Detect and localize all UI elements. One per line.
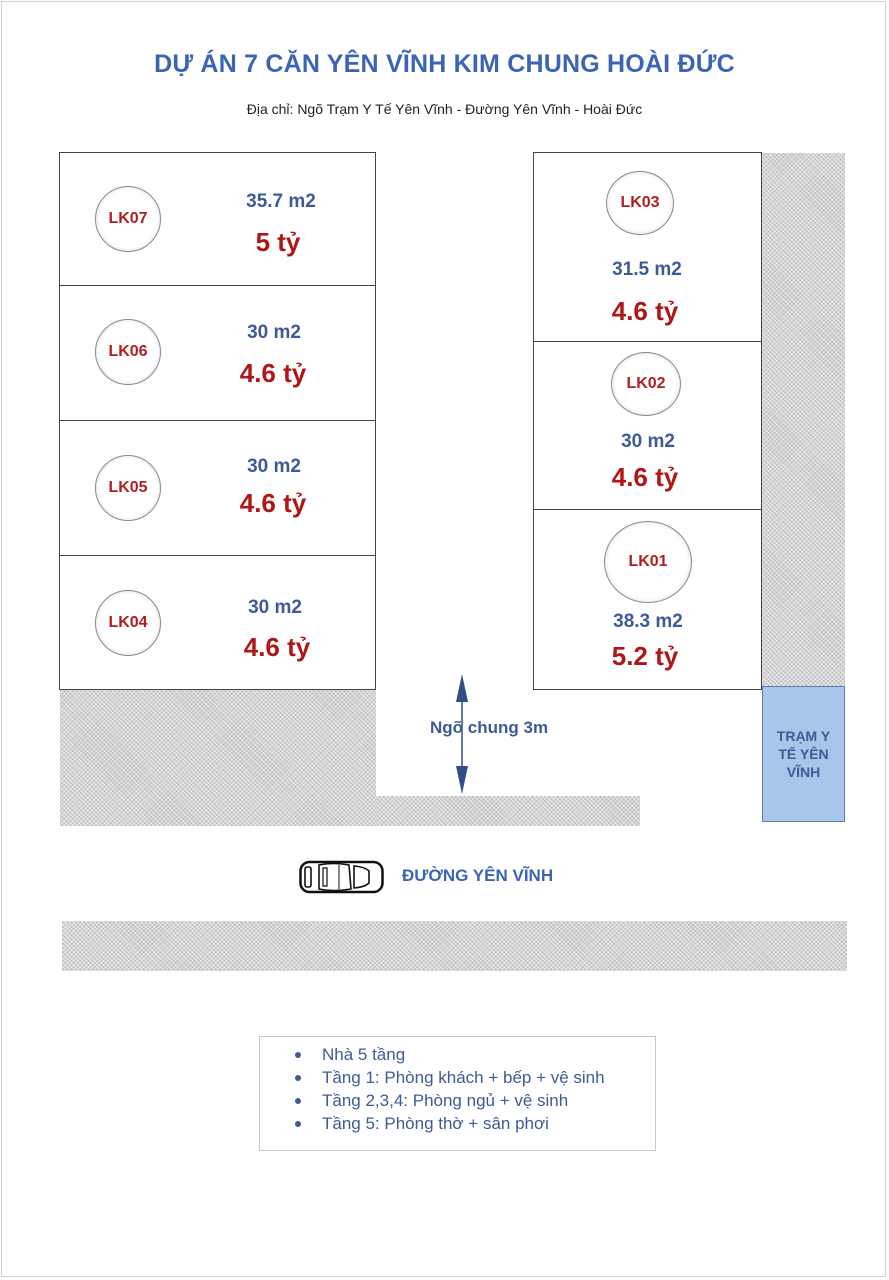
lot-lk04[interactable]	[59, 555, 376, 690]
lot-code-badge: LK05	[95, 455, 161, 521]
address-subtitle: Địa chỉ: Ngõ Trạm Y Tế Yên Vĩnh - Đường Yên Vĩnh - Hoài Đức	[246, 101, 643, 117]
bullet-icon	[295, 1052, 301, 1058]
lot-lk03[interactable]	[533, 152, 762, 342]
lot-area: 30 m2	[247, 456, 301, 477]
lot-area: 38.3 m2	[613, 611, 683, 632]
road-label: ĐƯỜNG YÊN VĨNH	[402, 866, 554, 885]
lot-lk05[interactable]	[59, 420, 376, 556]
lot-lk07[interactable]	[59, 152, 376, 286]
bullet-icon	[295, 1121, 301, 1127]
lot-code-badge: LK03	[606, 171, 674, 235]
feature-item	[322, 1043, 655, 1066]
medical-station-block	[762, 686, 845, 822]
lot-area: 30 m2	[248, 597, 302, 618]
lot-code-badge: LK02	[611, 352, 681, 416]
lane-ground-left	[60, 690, 376, 826]
lot-price: 4.6 tỷ	[239, 488, 307, 518]
lot-code-badge: LK01	[604, 521, 692, 603]
feature-item	[322, 1066, 655, 1089]
lot-area: 35.7 m2	[246, 191, 316, 212]
lot-lk02[interactable]	[533, 341, 762, 510]
lot-lk06[interactable]	[59, 285, 376, 421]
bullet-icon	[295, 1075, 301, 1081]
shared-lane-label: Ngõ chung 3m	[430, 718, 549, 737]
bullet-icon	[295, 1098, 301, 1104]
feature-text: Tầng 2,3,4: Phòng ngủ + vệ sinh	[322, 1091, 569, 1110]
lot-price: 4.6 tỷ	[239, 358, 307, 388]
lot-code-badge: LK04	[95, 590, 161, 656]
feature-item	[322, 1112, 655, 1135]
lot-price: 5.2 tỷ	[611, 641, 679, 671]
feature-text: Tầng 1: Phòng khách + bếp + vệ sinh	[322, 1068, 605, 1087]
right-side-strip	[762, 153, 845, 686]
feature-item	[322, 1089, 655, 1112]
lot-price: 5 tỷ	[255, 227, 301, 257]
lot-price: 4.6 tỷ	[243, 632, 311, 662]
feature-text: Tầng 5: Phòng thờ + sân phơi	[322, 1114, 549, 1133]
lot-area: 30 m2	[247, 322, 301, 343]
car-icon	[299, 859, 385, 895]
lot-code-badge: LK06	[95, 319, 161, 385]
lot-lk01[interactable]	[533, 509, 762, 690]
road-strip	[62, 921, 847, 971]
lot-price: 4.6 tỷ	[611, 462, 679, 492]
medical-station-label: TRẠM Y TẾ YÊN VĨNH	[776, 728, 831, 780]
lot-code-badge: LK07	[95, 186, 161, 252]
lane-ground-bottom	[376, 796, 640, 826]
house-features-box	[259, 1036, 656, 1151]
lot-price: 4.6 tỷ	[611, 296, 679, 326]
page-title: DỰ ÁN 7 CĂN YÊN VĨNH KIM CHUNG HOÀI ĐỨC	[154, 50, 735, 78]
feature-text: Nhà 5 tầng	[322, 1045, 406, 1064]
lot-area: 30 m2	[621, 431, 675, 452]
feature-list	[260, 1037, 655, 1135]
lot-area: 31.5 m2	[612, 259, 682, 280]
